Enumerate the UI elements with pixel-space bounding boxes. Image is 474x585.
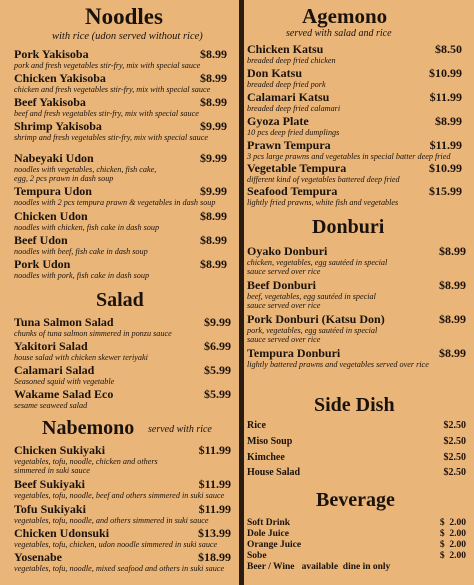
item-price: $8.99 <box>200 47 227 61</box>
item-name: Yosenabe <box>14 550 63 564</box>
item-description: lightly fried prawns, white fish and vegetables <box>247 198 399 207</box>
item-price: $15.99 <box>429 184 462 198</box>
item-description: 3 pcs large prawns and vegetables in special batter deep fried <box>247 152 451 161</box>
donburi-title: Donburi <box>312 216 385 238</box>
item-description: Seasoned squid with vegetable <box>14 377 115 386</box>
item-name: Calamari Salad <box>14 363 95 377</box>
item-price: $8.99 <box>200 209 227 223</box>
item-price: $8.99 <box>200 71 227 85</box>
item-description: sauce served over rice <box>247 267 321 276</box>
item-name: Soft Drink <box>247 518 291 528</box>
side-dish-title: Side Dish <box>314 394 395 416</box>
item-price: $18.99 <box>198 550 231 564</box>
item-description: sauce served over rice <box>247 301 321 310</box>
item-name: Tofu Sukiyaki <box>14 502 86 516</box>
item-price: $8.99 <box>439 244 466 258</box>
item-name: Beef Sukiyaki <box>14 477 86 491</box>
item-price: $ 2.00 <box>439 529 466 539</box>
item-price: $10.99 <box>429 66 462 80</box>
item-price: $13.99 <box>198 526 231 540</box>
item-name: Yakitori Salad <box>14 339 88 353</box>
item-price: $8.99 <box>200 257 227 271</box>
item-name: Oyako Donburi <box>247 244 328 258</box>
item-description: simmered in suki sauce <box>14 466 90 475</box>
agemono-subtitle: served with salad and rice <box>286 28 392 39</box>
item-price: $9.99 <box>200 184 227 198</box>
item-price: $9.99 <box>200 119 227 133</box>
item-name: Beef Yakisoba <box>14 95 86 109</box>
item-name: Calamari Katsu <box>247 90 330 104</box>
item-description: vegetables, tofu, noodle, chicken and others <box>14 457 158 466</box>
item-price: $9.99 <box>204 315 231 329</box>
item-name: Miso Soup <box>247 436 293 447</box>
item-price: $5.99 <box>204 363 231 377</box>
item-name: Pork Yakisoba <box>14 47 89 61</box>
item-price: $11.99 <box>198 502 231 516</box>
item-description: chunks of tuna salmon simmered in ponzu sauce <box>14 329 172 338</box>
item-description: different kind of vegetables battered deep fried <box>247 175 400 184</box>
item-name: Pork Udon <box>14 257 71 271</box>
item-price: $5.99 <box>204 387 231 401</box>
item-name: Chicken Sukiyaki <box>14 443 106 457</box>
item-price: $ 2.00 <box>439 518 466 528</box>
item-name: Prawn Tempura <box>247 138 331 152</box>
right-column <box>244 0 474 585</box>
item-description: noodles with chicken, fish cake in dash soup <box>14 223 160 232</box>
item-description: sauce served over rice <box>247 335 321 344</box>
item-description: vegetables, tofu, noodle, beef and others simmered in suki sauce <box>14 491 225 500</box>
item-name: Rice <box>247 420 266 431</box>
item-description: pork and fresh vegetables stir-fry, mix with special sauce <box>14 61 201 70</box>
item-price: $8.99 <box>200 95 227 109</box>
item-name: House Salad <box>247 467 301 478</box>
item-description: lightly battered prawns and vegetables served over rice <box>247 360 429 369</box>
item-name: Pork Donburi (Katsu Don) <box>247 312 385 326</box>
item-price: $2.50 <box>443 452 466 463</box>
item-name: Beef Udon <box>14 233 68 247</box>
item-description: breaded deep fried calamari <box>247 104 341 113</box>
item-name: Sobe <box>247 551 267 561</box>
item-description: 10 pcs deep fried dumplings <box>247 128 340 137</box>
item-name: Don Katsu <box>247 66 303 80</box>
item-price: $11.99 <box>198 477 231 491</box>
item-name: Beef Donburi <box>247 278 316 292</box>
item-name: Wakame Salad Eco <box>14 387 114 401</box>
item-price: $11.99 <box>198 443 231 457</box>
item-name: Chicken Udon <box>14 209 88 223</box>
item-price: $2.50 <box>443 436 466 447</box>
item-name: Tuna Salmon Salad <box>14 315 114 329</box>
item-price: $11.99 <box>429 138 462 152</box>
item-description: breaded deep fried pork <box>247 80 326 89</box>
item-name: Nabeyaki Udon <box>14 151 94 165</box>
nabemono-subtitle: served with rice <box>148 424 212 435</box>
item-price: $ 2.00 <box>439 551 466 561</box>
item-name: Dole Juice <box>247 529 289 539</box>
item-description: beef and fresh vegetables stir-fry, mix with special sauce <box>14 109 199 118</box>
beverage-note-text: Beer / Wine available dine in only <box>247 562 391 572</box>
item-price: $8.99 <box>439 346 466 360</box>
item-price: $8.99 <box>200 233 227 247</box>
item-description: beef, vegetables, egg sautéed in special <box>247 292 376 301</box>
item-price: $9.99 <box>200 151 227 165</box>
item-description: house salad with chicken skewer teriyaki <box>14 353 148 362</box>
item-description: noodles with 2 pcs tempura prawn & vegetables in dash soup <box>14 198 216 207</box>
item-price: $6.99 <box>204 339 231 353</box>
noodles-title: Noodles <box>85 4 163 29</box>
item-description: egg, 2 pcs prawn in dash soup <box>14 174 114 183</box>
item-description: pork, vegetables, egg sautéed in special <box>247 326 378 335</box>
item-price: $2.50 <box>443 467 466 478</box>
item-name: Vegetable Tempura <box>247 161 347 175</box>
item-price: $8.99 <box>435 114 462 128</box>
item-name: Chicken Udonsuki <box>14 526 110 540</box>
item-price: $8.99 <box>439 278 466 292</box>
item-description: sesame seaweed salad <box>14 401 88 410</box>
item-name: Tempura Donburi <box>247 346 341 360</box>
item-description: noodles with pork, fish cake in dash soup <box>14 271 150 280</box>
item-price: $8.99 <box>439 312 466 326</box>
item-name: Shrimp Yakisoba <box>14 119 102 133</box>
item-name: Chicken Katsu <box>247 42 324 56</box>
item-description: noodles with vegetables, chicken, fish cake, <box>14 165 157 174</box>
item-description: chicken and fresh vegetables stir-fry, mix with special sauce <box>14 85 211 94</box>
item-price: $2.50 <box>443 420 466 431</box>
item-price: $10.99 <box>429 161 462 175</box>
item-name: Gyoza Plate <box>247 114 309 128</box>
item-description: shrimp and fresh vegetables stir-fry, mix with special sauce <box>14 133 208 142</box>
item-description: chicken, vegetables, egg sautéed in special <box>247 258 388 267</box>
item-name: Kimchee <box>247 452 285 463</box>
beverage-title: Beverage <box>316 489 395 511</box>
item-description: vegetables, tofu, noodle, mixed seafood and others in suki sauce <box>14 564 225 573</box>
item-description: breaded deep fried chicken <box>247 56 336 65</box>
item-price: $ 2.00 <box>439 540 466 550</box>
item-description: vegetables, tofu, chicken, udon noodle simmered in suki sauce <box>14 540 218 549</box>
noodles-subtitle: with rice (udon served without rice) <box>52 31 203 42</box>
item-description: noodles with beef, fish cake in dash soup <box>14 247 148 256</box>
item-name: Chicken Yakisoba <box>14 71 106 85</box>
item-name: Seafood Tempura <box>247 184 338 198</box>
agemono-title: Agemono <box>302 4 388 28</box>
item-price: $11.99 <box>429 90 462 104</box>
item-name: Tempura Udon <box>14 184 92 198</box>
salad-title: Salad <box>96 289 144 311</box>
item-price: $8.50 <box>435 42 462 56</box>
nabemono-title: Nabemono <box>42 417 135 439</box>
item-name: Orange Juice <box>247 540 302 550</box>
item-description: vegetables, tofu, noodle, and others simmered in suki sauce <box>14 516 209 525</box>
